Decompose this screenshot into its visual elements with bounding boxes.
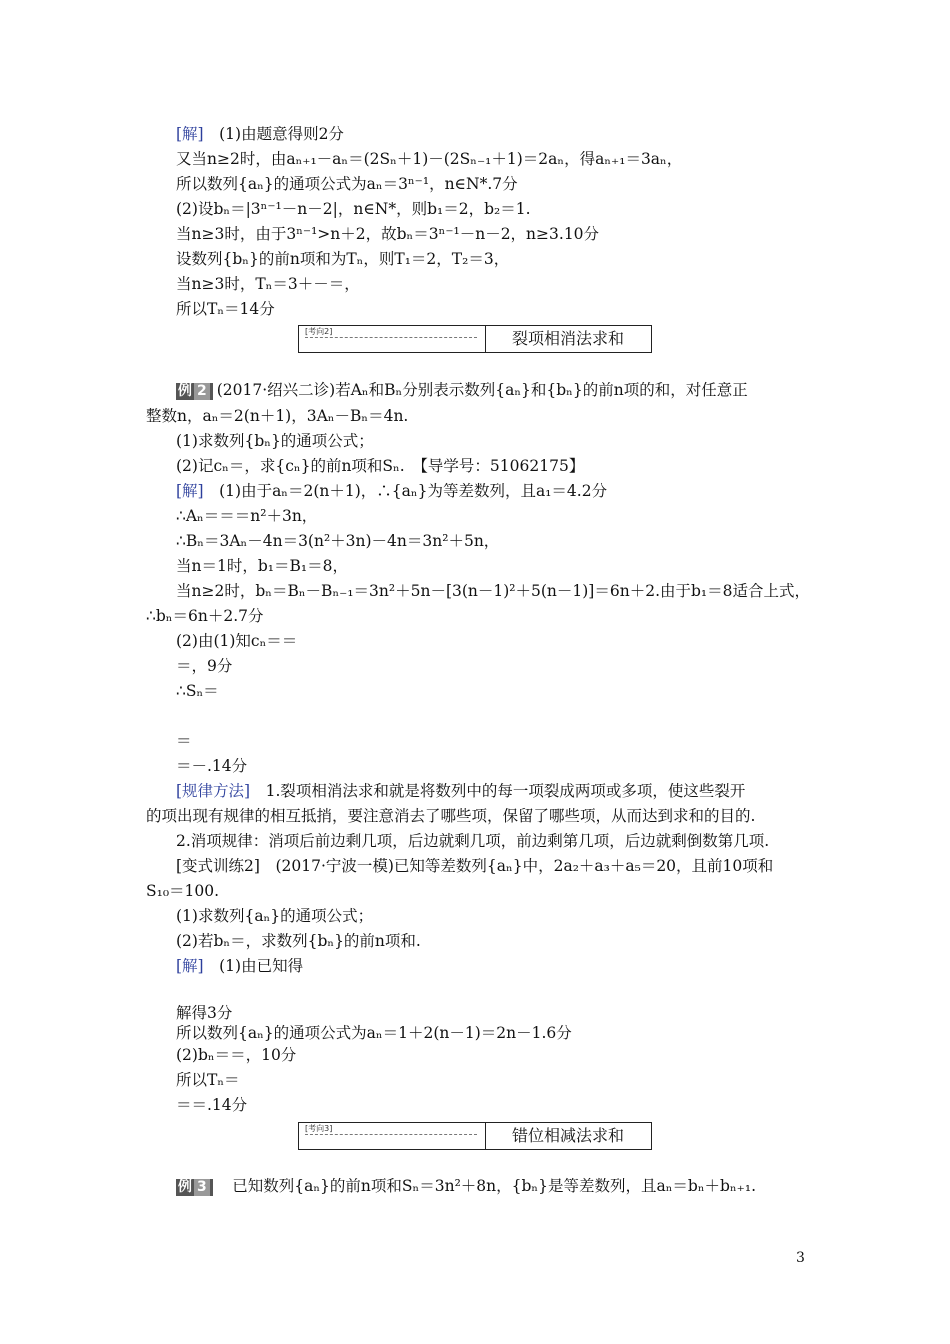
text-line xyxy=(176,1045,296,1065)
text-line xyxy=(176,581,810,601)
line-text: 已知数列{aₙ}的前n项和Sₙ＝3n²＋8n，{bₙ}是等差数列，且aₙ＝bₙ＋bₙ₊₁. xyxy=(216,1177,757,1195)
line-text: 整数n，aₙ＝2(n＋1)，3Aₙ－Bₙ＝4n. xyxy=(146,407,409,425)
text-line xyxy=(176,299,275,319)
text-line xyxy=(176,731,192,751)
section-tag: [考向2] xyxy=(305,327,333,336)
text-line xyxy=(176,906,373,926)
line-text: ∴Aₙ＝＝＝n²＋3n， xyxy=(176,507,318,525)
line-text: (2)若bₙ＝，求数列{bₙ}的前n项和. xyxy=(176,932,421,950)
line-text: 又当n≥2时，由aₙ₊₁－aₙ＝(2Sₙ＋1)－(2Sₙ₋₁＋1)＝2aₙ，得aₙ₊₁＝3aₙ， xyxy=(176,150,683,168)
line-text: ＝，9分 xyxy=(176,657,233,675)
text-line xyxy=(176,149,682,169)
line-text: 设数列{bₙ}的前n项和为Tₙ，则T₁＝2，T₂＝3， xyxy=(176,250,510,268)
line-text: 当n＝1时，b₁＝B₁＝8， xyxy=(176,557,348,575)
text-line xyxy=(176,380,748,400)
line-text: (2)bₙ＝＝，10分 xyxy=(176,1046,297,1064)
text-line xyxy=(146,806,755,826)
solution-tag: [解] xyxy=(176,125,204,143)
line-text: ＝＝.14分 xyxy=(176,1096,248,1114)
text-line xyxy=(176,556,348,576)
text-line xyxy=(176,456,584,476)
line-text: (1)由已知得 xyxy=(203,957,304,975)
text-line xyxy=(176,1003,232,1023)
section-header xyxy=(298,1122,652,1150)
line-text: 当n≥2时，bₙ＝Bₙ－Bₙ₋₁＝3n²＋5n－[3(n－1)²＋5(n－1)]＝6n＋2.由于b₁＝8适合上式， xyxy=(176,582,810,600)
text-line xyxy=(176,199,531,219)
line-text: 所以数列{aₙ}的通项公式为aₙ＝3ⁿ⁻¹，n∈N*.7分 xyxy=(176,175,518,193)
text-line xyxy=(176,224,599,244)
section-title: 裂项相消法求和 xyxy=(511,329,624,348)
line-text: 2.消项规律：消项后前边剩几项，后边就剩几项，前边剩第几项，后边就剩倒数第几项. xyxy=(176,832,770,850)
solution-tag: [解] xyxy=(176,957,204,975)
text-line xyxy=(146,606,263,626)
line-text: ∴Bₙ＝3Aₙ－4n＝3(n²＋3n)－4n＝3n²＋5n， xyxy=(176,532,500,550)
text-line xyxy=(176,481,607,501)
text-line xyxy=(176,1095,247,1115)
text-line xyxy=(176,174,518,194)
text-line xyxy=(176,431,374,451)
line-text: 的项出现有规律的相互抵捎，要注意消去了哪些项，保留了哪些项，从而达到求和的目的. xyxy=(146,807,756,825)
solution-tag: [规律方法] xyxy=(176,782,251,800)
line-text: (2)记cₙ＝，求{cₙ}的前n项和Sₙ. 【导学号：51062175】 xyxy=(176,457,585,475)
line-text: (2)设bₙ＝|3ⁿ⁻¹－n－2|，n∈N*，则b₁＝2，b₂＝1. xyxy=(176,200,531,218)
solution-tag: [解] xyxy=(176,482,204,500)
text-line xyxy=(176,506,317,526)
line-text: (2017·绍兴二诊)若Aₙ和Bₙ分别表示数列{aₙ}和{bₙ}的前n项的和，对任意正 xyxy=(216,381,748,399)
text-line xyxy=(176,249,509,269)
line-text: (1)求数列{bₙ}的通项公式； xyxy=(176,432,374,450)
line-text: 当n≥3时，Tₙ＝3＋－＝， xyxy=(176,275,360,293)
text-line xyxy=(176,931,421,951)
text-line xyxy=(176,531,499,551)
line-text: 当n≥3时，由于3ⁿ⁻¹>n＋2，故bₙ＝3ⁿ⁻¹－n－2，n≥3.10分 xyxy=(176,225,600,243)
line-text: (1)求数列{aₙ}的通项公式； xyxy=(176,907,374,925)
example-badge: 例 2 xyxy=(176,383,213,400)
line-text: ＝－.14分 xyxy=(176,757,248,775)
line-text: 所以数列{aₙ}的通项公式为aₙ＝1＋2(n－1)＝2n－1.6分 xyxy=(176,1024,572,1042)
example-badge: 例 3 xyxy=(176,1179,213,1196)
text-line xyxy=(176,681,219,701)
text-line xyxy=(146,406,408,426)
text-line xyxy=(176,631,297,651)
line-text: 1.裂项相消法求和就是将数列中的每一项裂成两项或多项，使这些裂开 xyxy=(250,782,746,800)
line-text: (2)由(1)知cₙ＝＝ xyxy=(176,632,298,650)
line-text: ＝ xyxy=(176,732,192,750)
line-text: 解得3分 xyxy=(176,1004,233,1022)
text-line xyxy=(176,781,745,801)
section-tag: [考向3] xyxy=(305,1124,333,1133)
text-line xyxy=(176,124,344,144)
section-header xyxy=(298,325,652,353)
line-text: ∴bₙ＝6n＋2.7分 xyxy=(146,607,264,625)
section-title: 错位相减法求和 xyxy=(511,1126,624,1145)
line-text: (1)由题意得则2分 xyxy=(203,125,344,143)
line-text: 所以Tₙ＝14分 xyxy=(176,300,275,318)
line-text: ∴Sₙ＝ xyxy=(176,682,219,700)
text-line xyxy=(176,756,247,776)
text-line xyxy=(176,956,303,976)
text-line xyxy=(146,881,219,901)
text-line xyxy=(176,1176,756,1196)
text-line xyxy=(176,856,773,876)
line-text: 所以Tₙ＝ xyxy=(176,1071,240,1089)
text-line xyxy=(176,1070,240,1090)
text-line xyxy=(176,656,232,676)
line-text: [变式训练2] (2017·宁波一模)已知等差数列{aₙ}中，2a₂＋a₃＋a₅＝20，且前10项和 xyxy=(176,857,774,875)
line-text: S₁₀＝100. xyxy=(146,882,220,900)
text-line xyxy=(176,831,769,851)
text-line xyxy=(176,1023,572,1043)
text-line xyxy=(176,274,360,294)
line-text: (1)由于aₙ＝2(n＋1)，∴{aₙ}为等差数列，且a₁＝4.2分 xyxy=(203,482,608,500)
page-number: 3 xyxy=(796,1250,805,1266)
